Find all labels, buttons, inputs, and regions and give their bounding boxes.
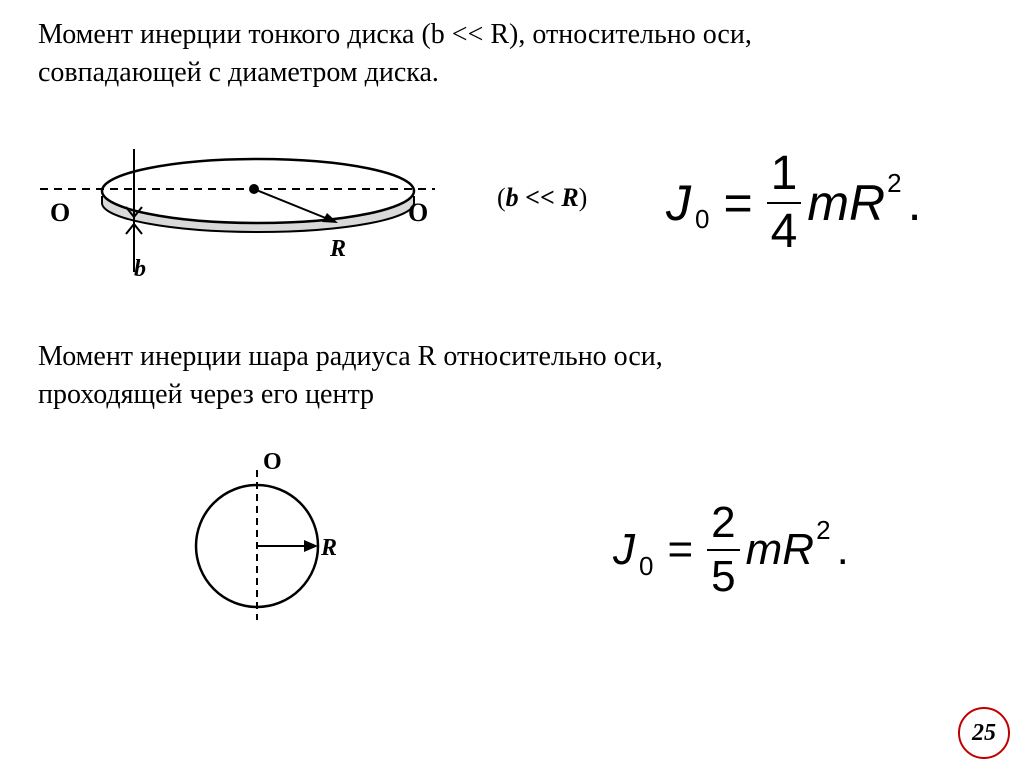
formula-fraction	[707, 498, 739, 601]
sphere-description	[38, 338, 998, 414]
page-number: 25	[972, 719, 996, 746]
formula-subscript: 0	[695, 203, 710, 234]
condition-r: R	[561, 183, 579, 212]
disk-description-line2: совпадающей с диаметром диска.	[38, 57, 439, 88]
disk-formula	[666, 140, 922, 266]
formula-superscript: 2	[887, 167, 902, 198]
disk-condition	[497, 183, 587, 213]
sphere-radius-label: R	[321, 535, 338, 561]
formula-j: J	[613, 525, 635, 574]
fraction-bar	[767, 202, 802, 204]
disk-diagram	[40, 149, 435, 282]
sphere-axis-label: O	[263, 449, 282, 475]
formula-period: .	[836, 525, 849, 574]
sphere-radius-arrowhead	[304, 540, 318, 552]
condition-close-paren: )	[578, 183, 588, 212]
formula-equals: =	[723, 175, 753, 231]
disk-axis-label-right: O	[408, 198, 429, 227]
sphere-diagram	[196, 449, 337, 620]
formula-superscript: 2	[816, 514, 831, 545]
condition-b: b	[505, 183, 519, 212]
disk-thickness-label: b	[134, 256, 146, 282]
formula-j: J	[666, 175, 691, 231]
fraction-numerator: 2	[711, 498, 736, 547]
fraction-denominator: 5	[711, 552, 736, 601]
sphere-description-line2: проходящей через его центр	[38, 379, 375, 410]
formula-equals: =	[667, 525, 694, 574]
condition-operator: <<	[518, 183, 562, 212]
formula-mr: mR	[807, 175, 886, 231]
fraction-denominator: 4	[770, 205, 798, 258]
fraction-numerator: 1	[770, 147, 798, 200]
formula-period: .	[907, 175, 922, 231]
formula-subscript: 0	[639, 550, 654, 581]
formula-mr: mR	[745, 525, 815, 574]
formula-fraction	[767, 147, 802, 258]
disk-axis-label-left: O	[50, 198, 71, 227]
sphere-formula	[613, 490, 849, 610]
disk-description-line1: Момент инерции тонкого диска (b << R), относительно оси,	[38, 19, 752, 50]
disk-radius-label: R	[330, 236, 347, 262]
page-number-badge	[958, 707, 1010, 759]
fraction-bar	[707, 549, 739, 551]
condition-open-paren: (	[497, 183, 506, 212]
sphere-description-line1: Момент инерции шара радиуса R относительно оси,	[38, 341, 663, 372]
